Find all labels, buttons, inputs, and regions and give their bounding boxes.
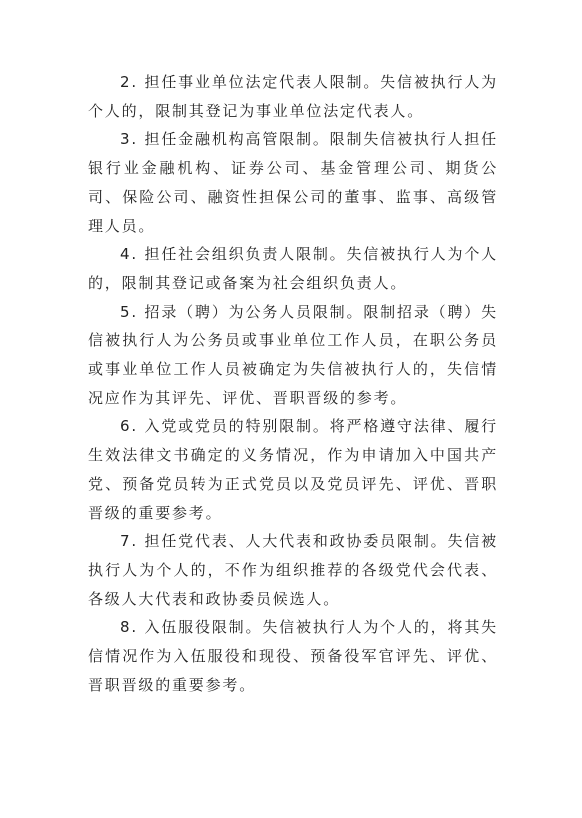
- paragraph-item-3: 3. 担任金融机构高管限制。限制失信被执行人担任银行业金融机构、证券公司、基金管理公司、期货公司、保险公司、融资性担保公司的董事、监事、高级管理人员。: [88, 130, 498, 235]
- paragraph-item-8: 8. 入伍服役限制。失信被执行人为个人的，将其失信情况作为入伍服役和现役、预备役军官评先、评优、晋职晋级的重要参考。: [88, 618, 498, 694]
- paragraph-item-5: 5. 招录（聘）为公务人员限制。限制招录（聘）失信被执行人为公务员或事业单位工作人员，在职公务员或事业单位工作人员被确定为失信被执行人的，失信情况应作为其评先、评优、晋职晋级的参考。: [88, 302, 498, 407]
- paragraph-item-4: 4. 担任社会组织负责人限制。失信被执行人为个人的，限制其登记或备案为社会组织负责人。: [88, 245, 498, 292]
- paragraph-item-7: 7. 担任党代表、人大代表和政协委员限制。失信被执行人为个人的，不作为组织推荐的各级党代会代表、各级人大代表和政协委员候选人。: [88, 532, 498, 608]
- document-body: [88, 68, 498, 699]
- paragraph-item-2: 2. 担任事业单位法定代表人限制。失信被执行人为个人的，限制其登记为事业单位法定代表人。: [88, 73, 498, 120]
- paragraph-item-6: 6. 入党或党员的特别限制。将严格遵守法律、履行生效法律文书确定的义务情况，作为申请加入中国共产党、预备党员转为正式党员以及党员评先、评优、晋职晋级的重要参考。: [88, 417, 498, 522]
